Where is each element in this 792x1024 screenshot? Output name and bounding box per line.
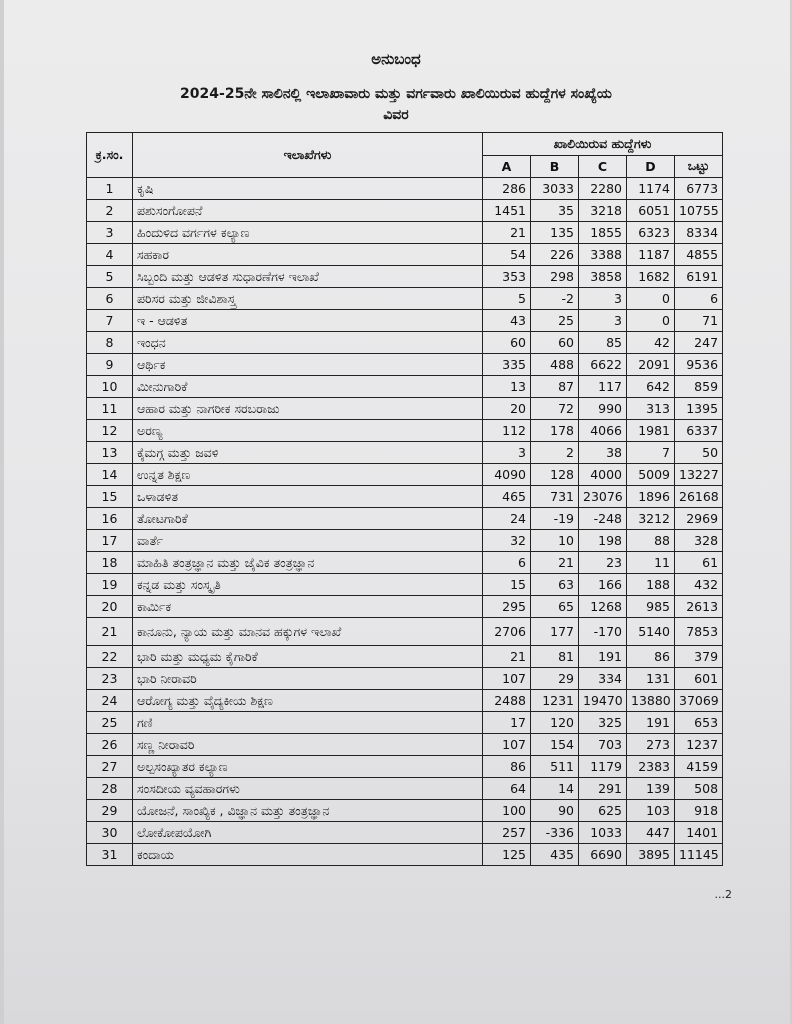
category-c-cell: 3 bbox=[579, 310, 627, 332]
table-row bbox=[87, 442, 723, 464]
table-row bbox=[87, 244, 723, 266]
serial-no-cell: 6 bbox=[87, 288, 133, 310]
category-b-cell: 3033 bbox=[531, 178, 579, 200]
category-d-cell: 1981 bbox=[627, 420, 675, 442]
category-c-cell: 3858 bbox=[579, 266, 627, 288]
category-d-cell: 191 bbox=[627, 712, 675, 734]
table-row bbox=[87, 222, 723, 244]
department-cell: ಉನ್ನತ ಶಿಕ್ಷಣ bbox=[133, 464, 483, 486]
category-b-cell: 298 bbox=[531, 266, 579, 288]
category-b-cell: 29 bbox=[531, 668, 579, 690]
table-row bbox=[87, 310, 723, 332]
department-cell: ಕಾನೂನು, ನ್ಯಾಯ ಮತ್ತು ಮಾನವ ಹಕ್ಕುಗಳ ಇಲಾಖೆ bbox=[133, 618, 483, 646]
serial-no-cell: 15 bbox=[87, 486, 133, 508]
category-d-cell: 0 bbox=[627, 310, 675, 332]
category-a-cell: 107 bbox=[483, 668, 531, 690]
category-d-cell: 7 bbox=[627, 442, 675, 464]
serial-no-cell: 21 bbox=[87, 618, 133, 646]
serial-no-cell: 7 bbox=[87, 310, 133, 332]
serial-no-cell: 9 bbox=[87, 354, 133, 376]
category-a-cell: 43 bbox=[483, 310, 531, 332]
department-cell: ಒಳಾಡಳಿತ bbox=[133, 486, 483, 508]
department-cell: ಗಣಿ bbox=[133, 712, 483, 734]
category-a-cell: 20 bbox=[483, 398, 531, 420]
category-d-cell: 0 bbox=[627, 288, 675, 310]
department-cell: ಭಾರಿ ಮತ್ತು ಮಧ್ಯಮ ಕೈಗಾರಿಕೆ bbox=[133, 646, 483, 668]
category-c-cell: 4000 bbox=[579, 464, 627, 486]
category-a-cell: 60 bbox=[483, 332, 531, 354]
annex-heading: ಅನುಬಂಧ bbox=[371, 50, 421, 68]
table-row bbox=[87, 596, 723, 618]
category-a-cell: 286 bbox=[483, 178, 531, 200]
category-c-cell: 4066 bbox=[579, 420, 627, 442]
category-b-cell: 120 bbox=[531, 712, 579, 734]
category-a-cell: 353 bbox=[483, 266, 531, 288]
serial-no-cell: 17 bbox=[87, 530, 133, 552]
serial-no-cell: 31 bbox=[87, 844, 133, 866]
category-b-cell: 135 bbox=[531, 222, 579, 244]
category-b-cell: 63 bbox=[531, 574, 579, 596]
category-b-cell: 1231 bbox=[531, 690, 579, 712]
category-a-cell: 17 bbox=[483, 712, 531, 734]
total-cell: 2613 bbox=[675, 596, 723, 618]
header-category-b: B bbox=[531, 155, 579, 178]
total-cell: 379 bbox=[675, 646, 723, 668]
department-cell: ಆಹಾರ ಮತ್ತು ನಾಗರೀಕ ಸರಬರಾಜು bbox=[133, 398, 483, 420]
department-cell: ಭಾರಿ ನೀರಾವರಿ bbox=[133, 668, 483, 690]
serial-no-cell: 30 bbox=[87, 822, 133, 844]
category-b-cell: 511 bbox=[531, 756, 579, 778]
category-a-cell: 1451 bbox=[483, 200, 531, 222]
total-cell: 37069 bbox=[675, 690, 723, 712]
department-cell: ಪರಿಸರ ಮತ್ತು ಜೀವಿಶಾಸ್ತ್ರ bbox=[133, 288, 483, 310]
category-b-cell: -336 bbox=[531, 822, 579, 844]
category-a-cell: 107 bbox=[483, 734, 531, 756]
category-b-cell: 154 bbox=[531, 734, 579, 756]
table-row bbox=[87, 574, 723, 596]
table-row bbox=[87, 200, 723, 222]
serial-no-cell: 28 bbox=[87, 778, 133, 800]
category-c-cell: 325 bbox=[579, 712, 627, 734]
category-b-cell: 35 bbox=[531, 200, 579, 222]
serial-no-cell: 12 bbox=[87, 420, 133, 442]
serial-no-cell: 2 bbox=[87, 200, 133, 222]
category-d-cell: 139 bbox=[627, 778, 675, 800]
department-cell: ಕೃಷಿ bbox=[133, 178, 483, 200]
category-a-cell: 15 bbox=[483, 574, 531, 596]
title-line-2: ವಿವರ bbox=[383, 107, 409, 123]
total-cell: 13227 bbox=[675, 464, 723, 486]
category-c-cell: 191 bbox=[579, 646, 627, 668]
category-b-cell: 60 bbox=[531, 332, 579, 354]
category-a-cell: 112 bbox=[483, 420, 531, 442]
category-a-cell: 21 bbox=[483, 646, 531, 668]
table-row bbox=[87, 332, 723, 354]
total-cell: 11145 bbox=[675, 844, 723, 866]
total-cell: 10755 bbox=[675, 200, 723, 222]
department-cell: ಸಂಸದೀಯ ವ್ಯವಹಾರಗಳು bbox=[133, 778, 483, 800]
category-d-cell: 103 bbox=[627, 800, 675, 822]
category-c-cell: 1033 bbox=[579, 822, 627, 844]
category-d-cell: 447 bbox=[627, 822, 675, 844]
total-cell: 1395 bbox=[675, 398, 723, 420]
header-category-total: ಒಟ್ಟು bbox=[675, 155, 723, 178]
total-cell: 601 bbox=[675, 668, 723, 690]
category-b-cell: 72 bbox=[531, 398, 579, 420]
serial-no-cell: 4 bbox=[87, 244, 133, 266]
category-a-cell: 6 bbox=[483, 552, 531, 574]
category-d-cell: 5140 bbox=[627, 618, 675, 646]
total-cell: 508 bbox=[675, 778, 723, 800]
table-row bbox=[87, 178, 723, 200]
department-cell: ಕಂದಾಯ bbox=[133, 844, 483, 866]
category-c-cell: 3218 bbox=[579, 200, 627, 222]
category-a-cell: 335 bbox=[483, 354, 531, 376]
category-a-cell: 21 bbox=[483, 222, 531, 244]
category-d-cell: 5009 bbox=[627, 464, 675, 486]
department-cell: ಆರೋಗ್ಯ ಮತ್ತು ವೈದ್ಯಕೀಯ ಶಿಕ್ಷಣ bbox=[133, 690, 483, 712]
category-a-cell: 24 bbox=[483, 508, 531, 530]
department-cell: ಸಿಬ್ಬಂದಿ ಮತ್ತು ಆಡಳಿತ ಸುಧಾರಣೆಗಳ ಇಲಾಖೆ bbox=[133, 266, 483, 288]
category-d-cell: 6051 bbox=[627, 200, 675, 222]
table-row bbox=[87, 486, 723, 508]
category-d-cell: 1187 bbox=[627, 244, 675, 266]
category-b-cell: 178 bbox=[531, 420, 579, 442]
total-cell: 247 bbox=[675, 332, 723, 354]
table-row bbox=[87, 376, 723, 398]
header-category-d: D bbox=[627, 155, 675, 178]
table-row bbox=[87, 800, 723, 822]
department-cell: ತೋಟಗಾರಿಕೆ bbox=[133, 508, 483, 530]
department-cell: ಆರ್ಥಿಕ bbox=[133, 354, 483, 376]
department-cell: ಸಹಕಾರ bbox=[133, 244, 483, 266]
department-cell: ಹಿಂದುಳಿದ ವರ್ಗಗಳ ಕಲ್ಯಾಣ bbox=[133, 222, 483, 244]
category-a-cell: 100 bbox=[483, 800, 531, 822]
department-cell: ಮೀನುಗಾರಿಕೆ bbox=[133, 376, 483, 398]
category-c-cell: 1179 bbox=[579, 756, 627, 778]
category-a-cell: 125 bbox=[483, 844, 531, 866]
category-c-cell: 6622 bbox=[579, 354, 627, 376]
serial-no-cell: 26 bbox=[87, 734, 133, 756]
category-b-cell: 90 bbox=[531, 800, 579, 822]
category-b-cell: 25 bbox=[531, 310, 579, 332]
department-cell: ಕಾರ್ಮಿಕ bbox=[133, 596, 483, 618]
serial-no-cell: 1 bbox=[87, 178, 133, 200]
serial-no-cell: 10 bbox=[87, 376, 133, 398]
serial-no-cell: 13 bbox=[87, 442, 133, 464]
total-cell: 328 bbox=[675, 530, 723, 552]
category-b-cell: -19 bbox=[531, 508, 579, 530]
header-vacant-posts: ಖಾಲಿಯಿರುವ ಹುದ್ದೆಗಳು bbox=[483, 133, 723, 156]
table-row bbox=[87, 844, 723, 866]
category-c-cell: 703 bbox=[579, 734, 627, 756]
total-cell: 50 bbox=[675, 442, 723, 464]
table-row bbox=[87, 398, 723, 420]
category-a-cell: 86 bbox=[483, 756, 531, 778]
category-d-cell: 2383 bbox=[627, 756, 675, 778]
table-row bbox=[87, 690, 723, 712]
category-c-cell: 166 bbox=[579, 574, 627, 596]
total-cell: 6 bbox=[675, 288, 723, 310]
department-cell: ಪಶುಸಂಗೋಪನೆ bbox=[133, 200, 483, 222]
category-d-cell: 131 bbox=[627, 668, 675, 690]
category-c-cell: 23076 bbox=[579, 486, 627, 508]
serial-no-cell: 5 bbox=[87, 266, 133, 288]
category-b-cell: -2 bbox=[531, 288, 579, 310]
category-c-cell: 1855 bbox=[579, 222, 627, 244]
table-row bbox=[87, 508, 723, 530]
category-a-cell: 13 bbox=[483, 376, 531, 398]
header-serial-no: ಕ್ರ.ಸಂ. bbox=[87, 133, 133, 178]
category-c-cell: 3 bbox=[579, 288, 627, 310]
category-d-cell: 13880 bbox=[627, 690, 675, 712]
page-continuation: ...2 bbox=[714, 888, 732, 901]
category-d-cell: 642 bbox=[627, 376, 675, 398]
total-cell: 2969 bbox=[675, 508, 723, 530]
category-d-cell: 86 bbox=[627, 646, 675, 668]
department-cell: ಲೋಕೋಪಯೋಗಿ bbox=[133, 822, 483, 844]
category-a-cell: 54 bbox=[483, 244, 531, 266]
category-d-cell: 3895 bbox=[627, 844, 675, 866]
serial-no-cell: 24 bbox=[87, 690, 133, 712]
category-c-cell: 990 bbox=[579, 398, 627, 420]
total-cell: 61 bbox=[675, 552, 723, 574]
table-row bbox=[87, 266, 723, 288]
header-category-c: C bbox=[579, 155, 627, 178]
category-b-cell: 177 bbox=[531, 618, 579, 646]
department-cell: ಸಣ್ಣ ನೀರಾವರಿ bbox=[133, 734, 483, 756]
category-b-cell: 14 bbox=[531, 778, 579, 800]
document-title bbox=[0, 84, 792, 126]
header-departments: ಇಲಾಖೆಗಳು bbox=[133, 133, 483, 178]
department-cell: ವಾರ್ತೆ bbox=[133, 530, 483, 552]
department-cell: ಮಾಹಿತಿ ತಂತ್ರಜ್ಞಾನ ಮತ್ತು ಜೈವಿಕ ತಂತ್ರಜ್ಞಾನ bbox=[133, 552, 483, 574]
table-row bbox=[87, 530, 723, 552]
category-b-cell: 21 bbox=[531, 552, 579, 574]
table-row bbox=[87, 420, 723, 442]
table-row bbox=[87, 288, 723, 310]
total-cell: 7853 bbox=[675, 618, 723, 646]
table-row bbox=[87, 618, 723, 646]
category-c-cell: 3388 bbox=[579, 244, 627, 266]
category-c-cell: 334 bbox=[579, 668, 627, 690]
category-d-cell: 1682 bbox=[627, 266, 675, 288]
total-cell: 6773 bbox=[675, 178, 723, 200]
category-c-cell: 2280 bbox=[579, 178, 627, 200]
total-cell: 6337 bbox=[675, 420, 723, 442]
total-cell: 4855 bbox=[675, 244, 723, 266]
category-a-cell: 295 bbox=[483, 596, 531, 618]
category-c-cell: 38 bbox=[579, 442, 627, 464]
total-cell: 9536 bbox=[675, 354, 723, 376]
table-row bbox=[87, 464, 723, 486]
serial-no-cell: 29 bbox=[87, 800, 133, 822]
department-cell: ಅರಣ್ಯ bbox=[133, 420, 483, 442]
serial-no-cell: 27 bbox=[87, 756, 133, 778]
serial-no-cell: 19 bbox=[87, 574, 133, 596]
category-c-cell: 117 bbox=[579, 376, 627, 398]
serial-no-cell: 16 bbox=[87, 508, 133, 530]
vacancy-table bbox=[86, 132, 723, 866]
total-cell: 918 bbox=[675, 800, 723, 822]
category-c-cell: 625 bbox=[579, 800, 627, 822]
serial-no-cell: 25 bbox=[87, 712, 133, 734]
category-d-cell: 985 bbox=[627, 596, 675, 618]
table-row bbox=[87, 822, 723, 844]
category-c-cell: 198 bbox=[579, 530, 627, 552]
serial-no-cell: 3 bbox=[87, 222, 133, 244]
category-b-cell: 87 bbox=[531, 376, 579, 398]
category-c-cell: 23 bbox=[579, 552, 627, 574]
category-d-cell: 3212 bbox=[627, 508, 675, 530]
table-row bbox=[87, 354, 723, 376]
department-cell: ಅಲ್ಪಸಂಖ್ಯಾತರ ಕಲ್ಯಾಣ bbox=[133, 756, 483, 778]
serial-no-cell: 11 bbox=[87, 398, 133, 420]
category-a-cell: 465 bbox=[483, 486, 531, 508]
category-a-cell: 257 bbox=[483, 822, 531, 844]
serial-no-cell: 22 bbox=[87, 646, 133, 668]
category-c-cell: 291 bbox=[579, 778, 627, 800]
category-d-cell: 313 bbox=[627, 398, 675, 420]
table-row bbox=[87, 668, 723, 690]
total-cell: 71 bbox=[675, 310, 723, 332]
category-b-cell: 2 bbox=[531, 442, 579, 464]
total-cell: 859 bbox=[675, 376, 723, 398]
department-cell: ಕೈಮಗ್ಗ ಮತ್ತು ಜವಳಿ bbox=[133, 442, 483, 464]
category-d-cell: 88 bbox=[627, 530, 675, 552]
category-d-cell: 1174 bbox=[627, 178, 675, 200]
total-cell: 653 bbox=[675, 712, 723, 734]
category-d-cell: 1896 bbox=[627, 486, 675, 508]
serial-no-cell: 20 bbox=[87, 596, 133, 618]
category-a-cell: 4090 bbox=[483, 464, 531, 486]
category-b-cell: 65 bbox=[531, 596, 579, 618]
category-c-cell: 85 bbox=[579, 332, 627, 354]
department-cell: ಕನ್ನಡ ಮತ್ತು ಸಂಸ್ಕೃತಿ bbox=[133, 574, 483, 596]
category-d-cell: 11 bbox=[627, 552, 675, 574]
category-d-cell: 2091 bbox=[627, 354, 675, 376]
total-cell: 6191 bbox=[675, 266, 723, 288]
category-c-cell: -248 bbox=[579, 508, 627, 530]
category-a-cell: 32 bbox=[483, 530, 531, 552]
table-row bbox=[87, 778, 723, 800]
header-category-a: A bbox=[483, 155, 531, 178]
total-cell: 1237 bbox=[675, 734, 723, 756]
serial-no-cell: 23 bbox=[87, 668, 133, 690]
category-c-cell: 19470 bbox=[579, 690, 627, 712]
category-d-cell: 42 bbox=[627, 332, 675, 354]
serial-no-cell: 14 bbox=[87, 464, 133, 486]
category-d-cell: 6323 bbox=[627, 222, 675, 244]
category-b-cell: 128 bbox=[531, 464, 579, 486]
total-cell: 432 bbox=[675, 574, 723, 596]
category-b-cell: 435 bbox=[531, 844, 579, 866]
total-cell: 8334 bbox=[675, 222, 723, 244]
category-a-cell: 64 bbox=[483, 778, 531, 800]
title-line-1: 2024-25ನೇ ಸಾಲಿನಲ್ಲಿ ಇಲಾಖಾವಾರು ಮತ್ತು ವರ್ಗವಾರು ಖಾಲಿಯಿರುವ ಹುದ್ದೆಗಳ ಸಂಖ್ಯೆಯ bbox=[180, 86, 612, 102]
category-b-cell: 10 bbox=[531, 530, 579, 552]
department-cell: ಇಂಧನ bbox=[133, 332, 483, 354]
total-cell: 4159 bbox=[675, 756, 723, 778]
serial-no-cell: 8 bbox=[87, 332, 133, 354]
category-b-cell: 81 bbox=[531, 646, 579, 668]
category-b-cell: 731 bbox=[531, 486, 579, 508]
category-c-cell: 6690 bbox=[579, 844, 627, 866]
table-row bbox=[87, 712, 723, 734]
category-b-cell: 488 bbox=[531, 354, 579, 376]
department-cell: ಯೋಜನೆ, ಸಾಂಖ್ಯಿಕ , ವಿಜ್ಞಾನ ಮತ್ತು ತಂತ್ರಜ್ಞಾನ bbox=[133, 800, 483, 822]
category-d-cell: 273 bbox=[627, 734, 675, 756]
table-row bbox=[87, 756, 723, 778]
table-row bbox=[87, 646, 723, 668]
table-row bbox=[87, 734, 723, 756]
total-cell: 1401 bbox=[675, 822, 723, 844]
category-c-cell: 1268 bbox=[579, 596, 627, 618]
category-b-cell: 226 bbox=[531, 244, 579, 266]
category-c-cell: -170 bbox=[579, 618, 627, 646]
category-a-cell: 3 bbox=[483, 442, 531, 464]
total-cell: 26168 bbox=[675, 486, 723, 508]
department-cell: ಇ - ಆಡಳಿತ bbox=[133, 310, 483, 332]
serial-no-cell: 18 bbox=[87, 552, 133, 574]
category-a-cell: 2488 bbox=[483, 690, 531, 712]
category-a-cell: 2706 bbox=[483, 618, 531, 646]
category-a-cell: 5 bbox=[483, 288, 531, 310]
table-row bbox=[87, 552, 723, 574]
category-d-cell: 188 bbox=[627, 574, 675, 596]
